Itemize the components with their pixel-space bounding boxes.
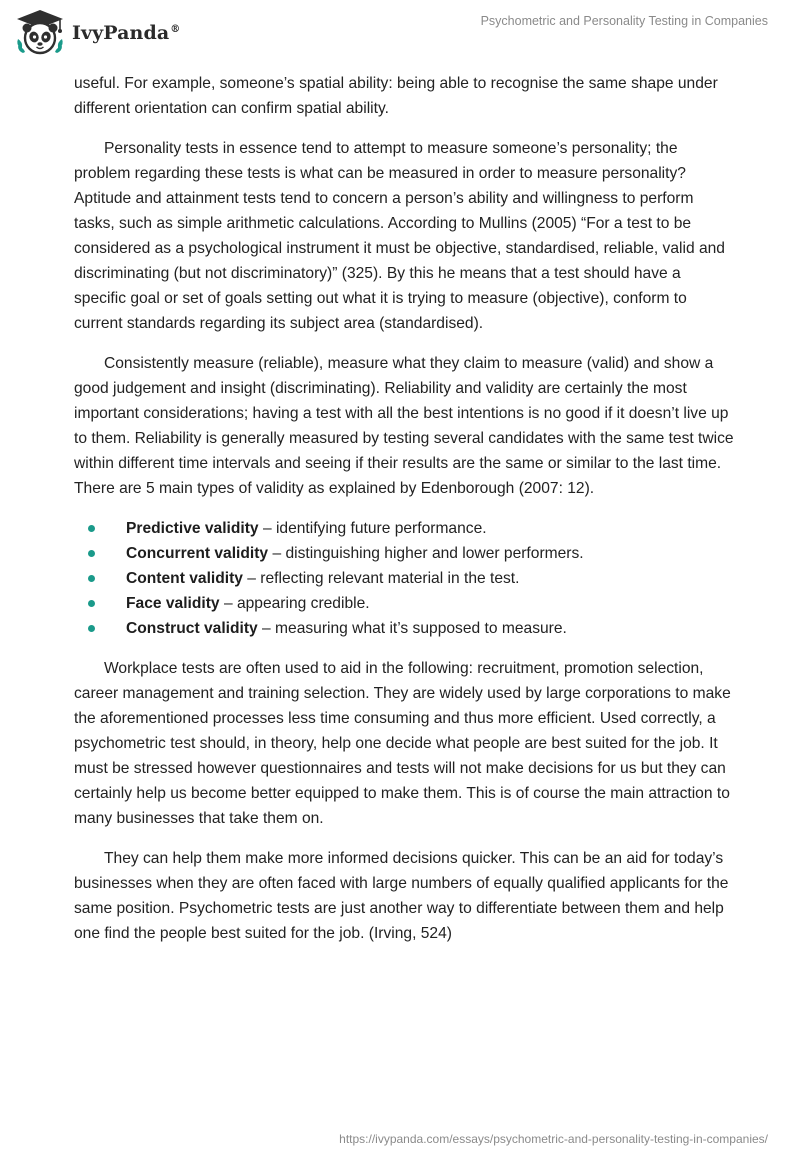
bullet-icon (88, 600, 95, 607)
paragraph-continued: useful. For example, someone’s spatial ability: being able to recognise the same shape under different orientation can confirm spatial ability. (74, 75, 718, 117)
essay-body (74, 71, 734, 961)
list-item-description: – measuring what it’s supposed to measure. (257, 620, 567, 637)
list-item-description: – appearing credible. (219, 595, 370, 612)
bullet-icon (88, 525, 95, 532)
list-item-term: Concurrent validity (126, 545, 269, 562)
registered-mark: ® (170, 23, 181, 35)
list-item-term: Predictive validity (126, 520, 259, 537)
list-item-term: Content validity (126, 570, 243, 587)
list-item (74, 591, 734, 616)
paragraph: Personality tests in essence tend to attempt to measure someone’s personality; the problem regarding these tests is what can be measured in order to measure personality? Aptitude and attainment tests tend to concern a person’s ability and willingness to perform tasks, such as simple arithmetic calculations. According to Mullins (2005) “For a test to be considered as a psychological instrument it must be objective, standardised, reliable, valid and discriminating (but not discriminatory)” (325). By this he means that a test should have a specific goal or set of goals setting out what it is trying to measure (objective), conform to current standards regarding its subject area (standardised). (74, 140, 725, 332)
paragraph: Workplace tests are often used to aid in the following: recruitment, promotion selection, career management and training selection. They are widely used by large corporations to make the aforementioned processes less time consuming and thus more efficient. Used correctly, a psychometric test should, in theory, help one decide what people are best suited for the job. It must be stressed however questionnaires and tests will not make decisions for us but they can certainly help us become better equipped to make them. This is of course the main attraction to many businesses that take them on. (74, 660, 731, 827)
list-item-description: – distinguishing higher and lower performers. (268, 545, 584, 562)
paragraph: They can help them make more informed decisions quicker. This can be an aid for today’s businesses when they are often faced with large numbers of equally qualified applicants for the same position. Psychometric tests are just another way to differentiate between them and help one find the people best suited for the job. (Irving, 524) (74, 850, 729, 942)
list-item-term: Construct validity (126, 620, 258, 637)
bullet-icon (88, 625, 95, 632)
ivypanda-logo[interactable] (14, 8, 180, 56)
bullet-icon (88, 575, 95, 582)
brand-name: IvyPanda® (72, 22, 181, 44)
panda-graduate-icon (14, 8, 66, 56)
document-title: Psychometric and Personality Testing in Companies (480, 14, 768, 28)
list-item (74, 516, 734, 541)
list-item (74, 616, 734, 641)
bullet-icon (88, 550, 95, 557)
list-item (74, 566, 734, 591)
list-item-term: Face validity (126, 595, 220, 612)
list-item-description: – reflecting relevant material in the test. (242, 570, 520, 587)
list-item-description: – identifying future performance. (258, 520, 487, 537)
paragraph: Consistently measure (reliable), measure what they claim to measure (valid) and show a good judgement and insight (discriminating). Reliability and validity are certainly the most important considerations; having a test with all the best intentions is no good if it doesn’t live up to them. Reliability is generally measured by testing several candidates with the same test twice within different time intervals and seeing if their results are the same or similar to the last time. There are 5 main types of validity as explained by Edenborough (2007: 12). (74, 355, 734, 497)
source-url-link[interactable]: https://ivypanda.com/essays/psychometric-and-personality-testing-in-companies/ (339, 1132, 768, 1146)
list-item (74, 541, 734, 566)
validity-types-list (74, 516, 734, 641)
page-header (0, 0, 800, 64)
